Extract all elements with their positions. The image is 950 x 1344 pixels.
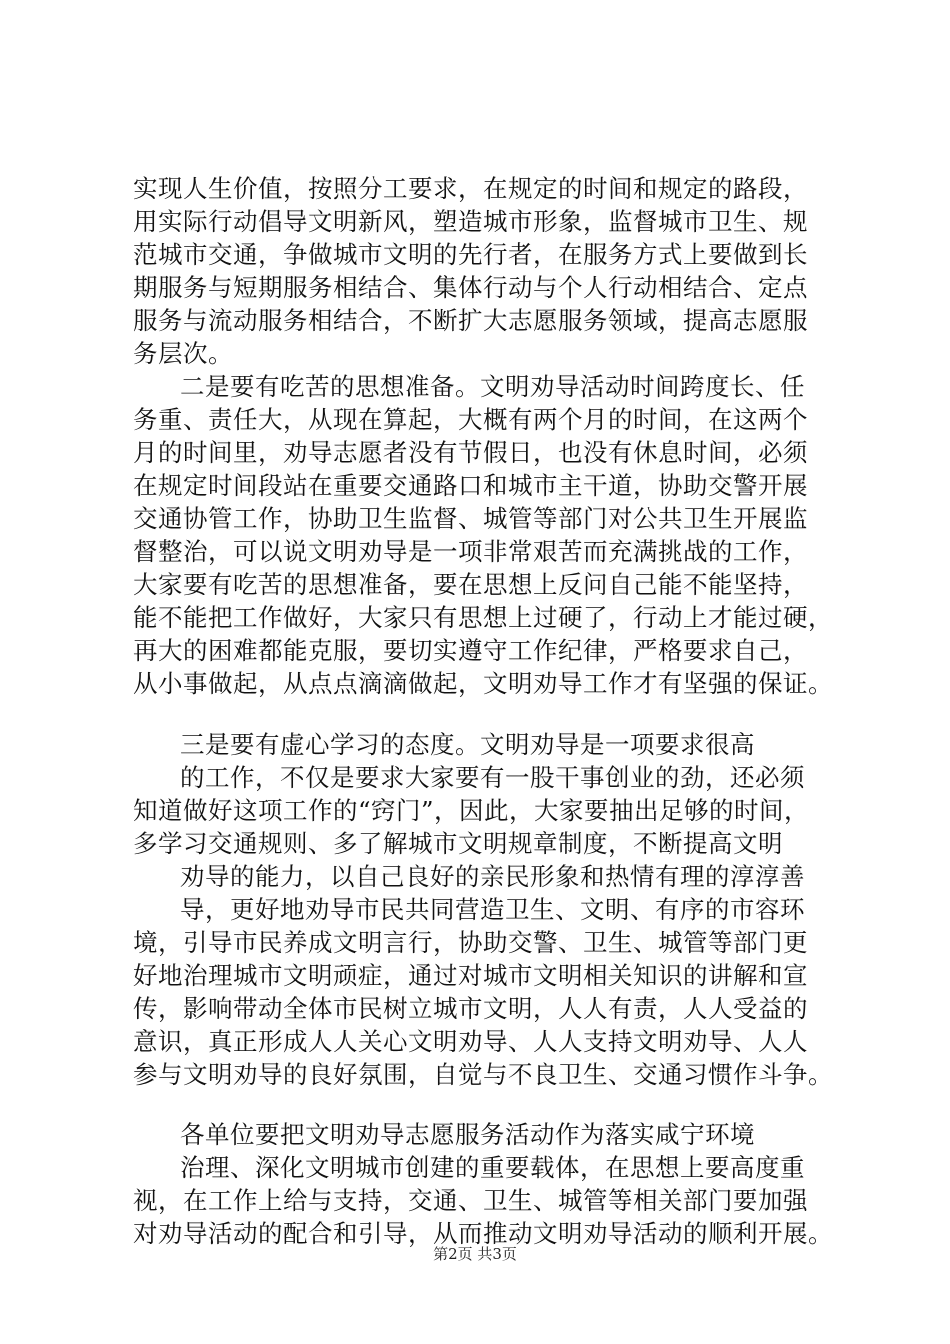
text-line: 劝导的能力，以自己良好的亲民形象和热情有理的淳淳善: [180, 862, 805, 891]
text-line: 能不能把工作做好，大家只有思想上过硬了，行动上才能过硬，: [133, 603, 833, 632]
text-line: 交通协管工作，协助卫生监督、城管等部门对公共卫生开展监: [133, 504, 808, 533]
text-line: 期服务与短期服务相结合、集体行动与个人行动相结合、定点: [133, 273, 808, 302]
text-line: 参与文明劝导的良好氛围，自觉与不良卫生、交通习惯作斗争。: [133, 1060, 833, 1089]
text-line: 范城市交通，争做城市文明的先行者，在服务方式上要做到长: [133, 240, 808, 269]
text-line: 传，影响带动全体市民树立城市文明，人人有责，人人受益的: [133, 994, 808, 1023]
text-line: 三是要有虚心学习的态度。文明劝导是一项要求很高: [180, 730, 755, 759]
text-line: 用实际行动倡导文明新风，塑造城市形象，监督城市卫生、规: [133, 207, 808, 236]
text-line: 多学习交通规则、多了解城市文明规章制度，不断提高文明: [133, 829, 783, 858]
text-line: 在规定时间段站在重要交通路口和城市主干道，协助交警开展: [133, 471, 808, 500]
text-line: 好地治理城市文明顽症，通过对城市文明相关知识的讲解和宣: [133, 961, 808, 990]
text-line: 大家要有吃苦的思想准备，要在思想上反问自己能不能坚持，: [133, 570, 808, 599]
text-line: 务层次。: [133, 339, 233, 368]
text-line: 意识，真正形成人人关心文明劝导、人人支持文明劝导、人人: [133, 1027, 808, 1056]
text-line: 二是要有吃苦的思想准备。文明劝导活动时间跨度长、任: [180, 372, 805, 401]
text-line: 服务与流动服务相结合，不断扩大志愿服务领域，提高志愿服: [133, 306, 808, 335]
text-line: 月的时间里，劝导志愿者没有节假日，也没有休息时间，必须: [133, 438, 808, 467]
text-line: 从小事做起，从点点滴滴做起，文明劝导工作才有坚强的保证。: [133, 669, 833, 698]
text-line: 的工作，不仅是要求大家要有一股干事创业的劲，还必须: [180, 763, 805, 792]
text-line: 实现人生价值，按照分工要求，在规定的时间和规定的路段，: [133, 174, 808, 203]
text-line: 治理、深化文明城市创建的重要载体，在思想上要高度重: [180, 1153, 805, 1182]
text-line: 督整治，可以说文明劝导是一项非常艰苦而充满挑战的工作，: [133, 537, 808, 566]
text-line: 境，引导市民养成文明言行，协助交警、卫生、城管等部门更: [133, 928, 808, 957]
text-line: 视，在工作上给与支持，交通、卫生、城管等相关部门要加强: [133, 1186, 808, 1215]
text-line: 务重、责任大，从现在算起，大概有两个月的时间，在这两个: [133, 405, 808, 434]
page-footer: 第2页 共3页: [433, 1245, 517, 1263]
text-line: 导，更好地劝导市民共同营造卫生、文明、有序的市容环: [180, 895, 805, 924]
text-line: 对劝导活动的配合和引导，从而推动文明劝导活动的顺利开展。: [133, 1219, 833, 1248]
text-line: 再大的困难都能克服，要切实遵守工作纪律，严格要求自己，: [133, 636, 808, 665]
text-line: 各单位要把文明劝导志愿服务活动作为落实咸宁环境: [180, 1120, 755, 1149]
text-line: 知道做好这项工作的“窍门”，因此，大家要抽出足够的时间，: [133, 796, 810, 825]
